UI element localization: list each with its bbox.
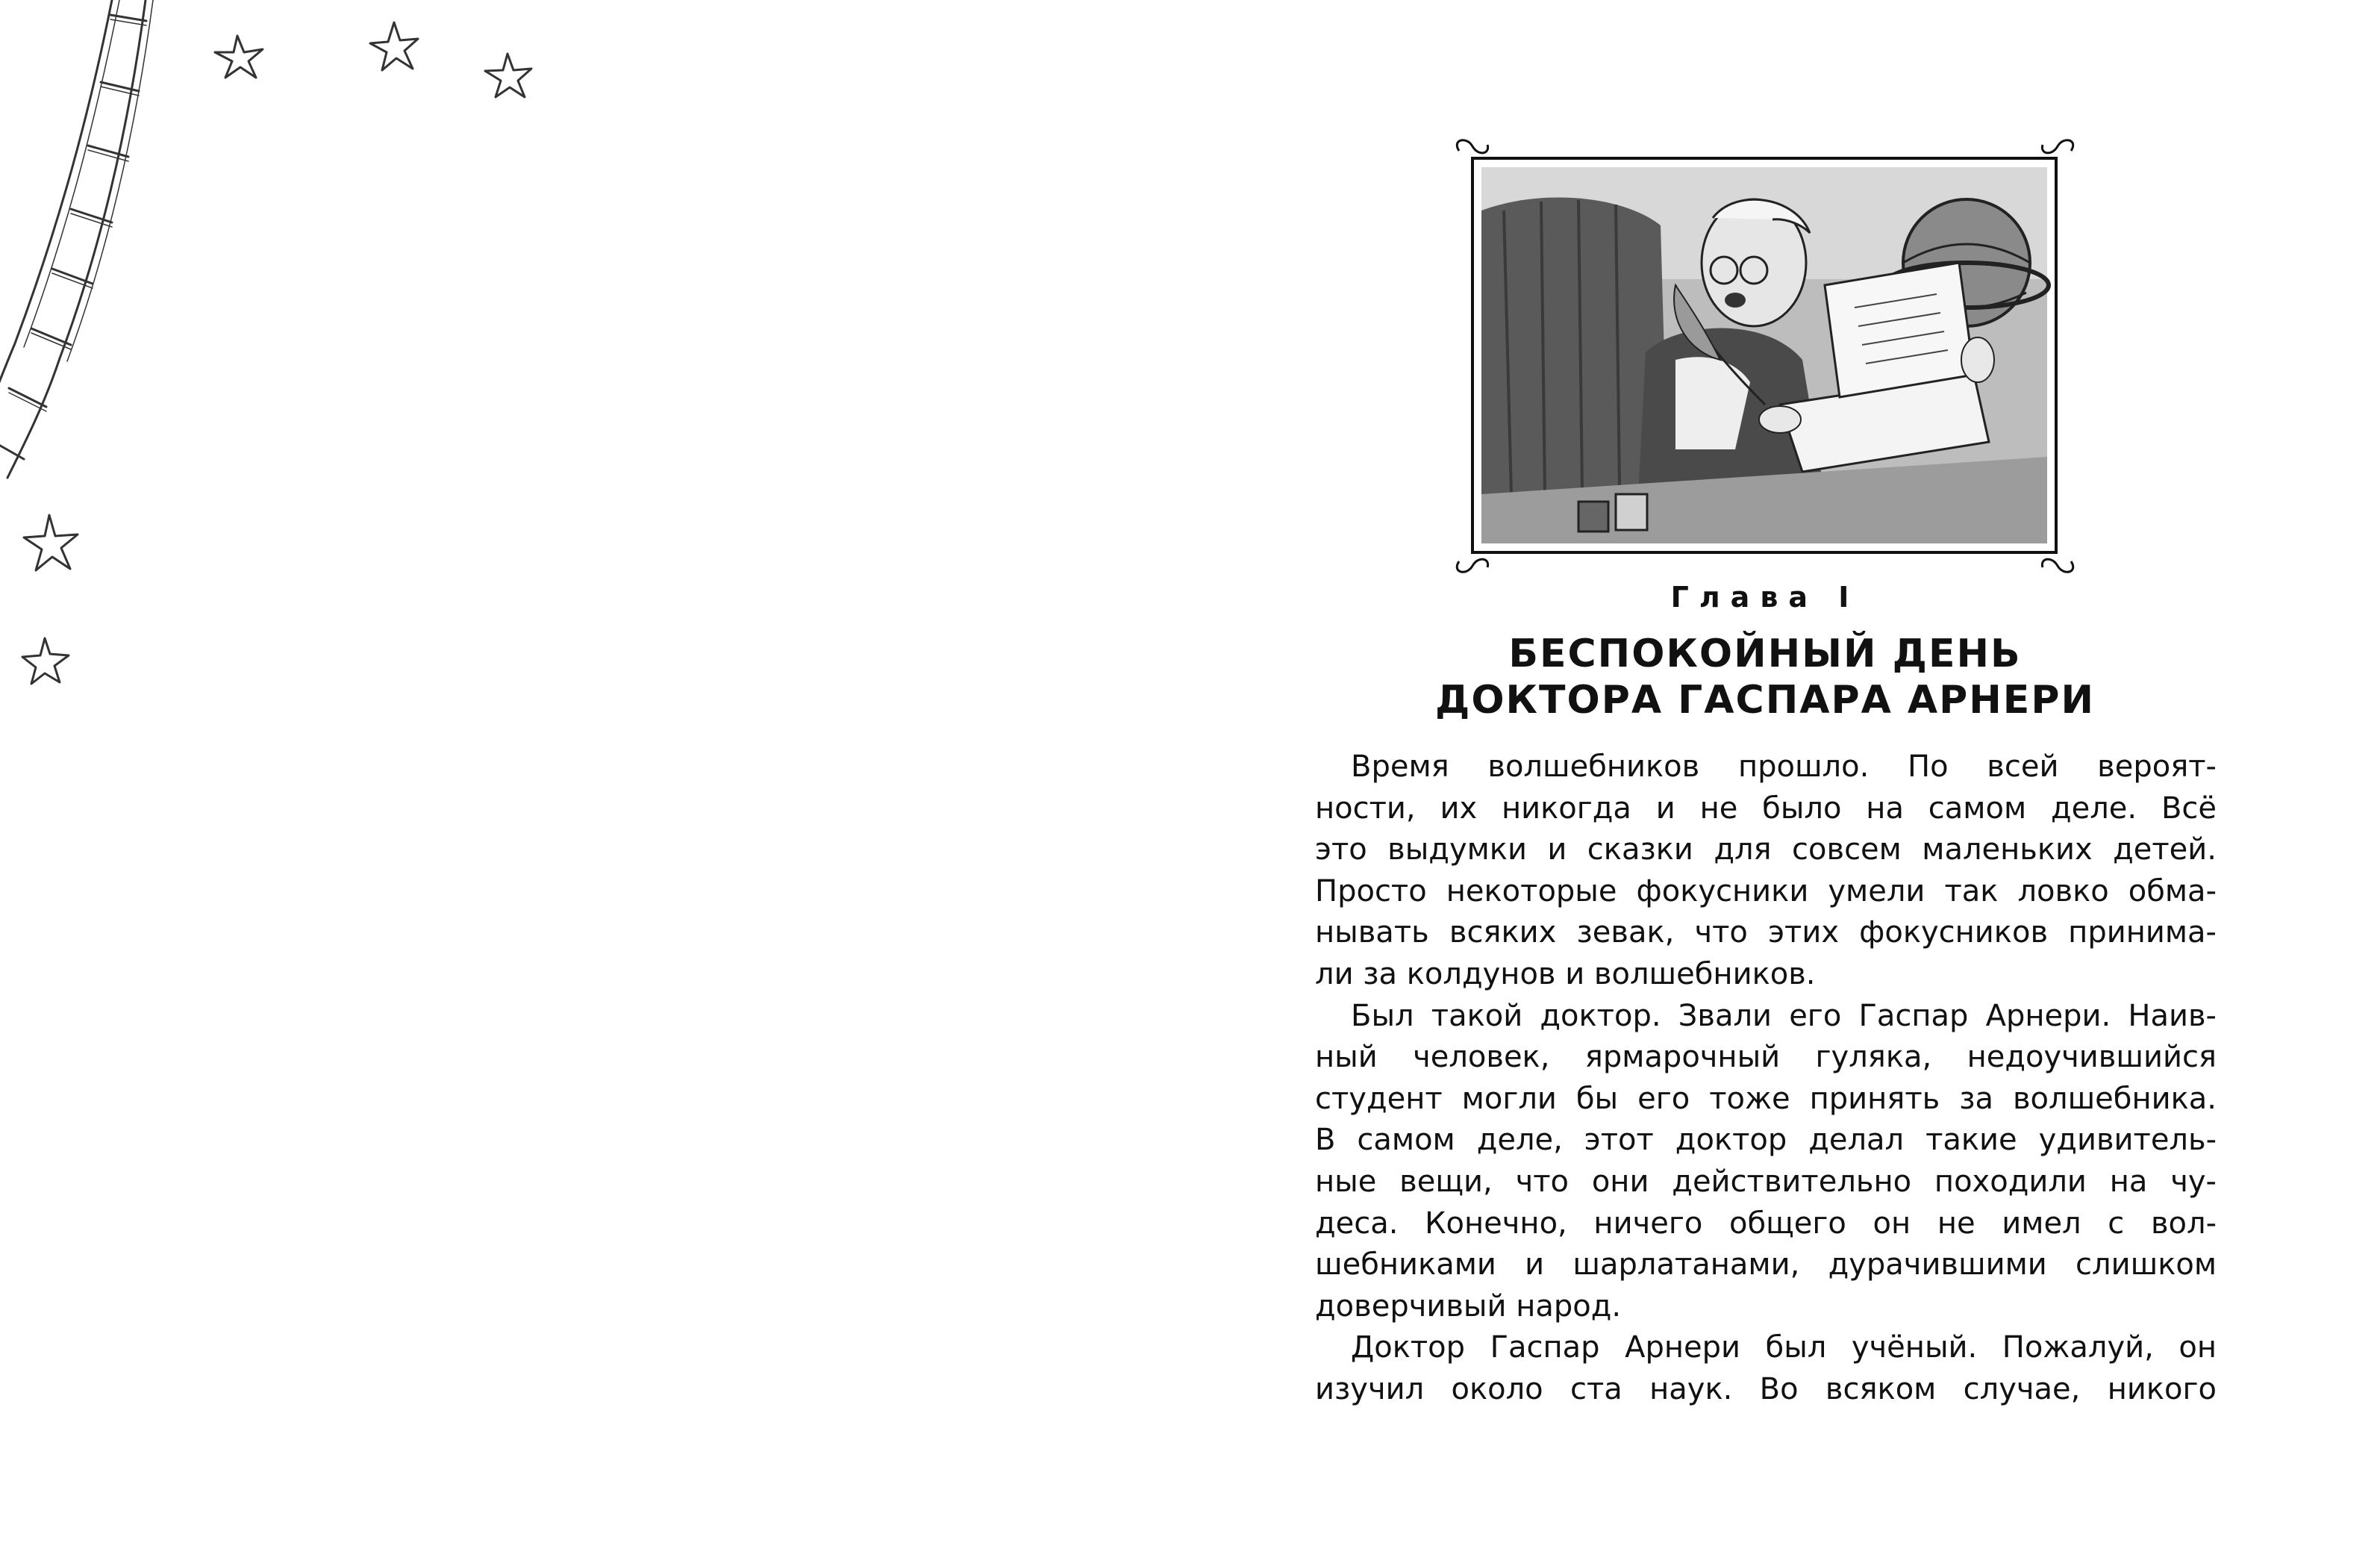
text-line: изучил около ста наук. Во всяком случае, никого xyxy=(1315,1371,2217,1406)
body-text xyxy=(1315,746,2217,1411)
text-line: В самом деле, этот доктор делал такие удивитель- xyxy=(1315,1123,2217,1158)
chapter-label: Глава I xyxy=(1670,581,1860,614)
chapter-title xyxy=(1314,631,2217,723)
text-line: Доктор Гаспар Арнери был учёный. Пожалуй, он xyxy=(1351,1330,2217,1365)
chapter-title-line: ДОКТОРА ГАСПАРА АРНЕРИ xyxy=(1435,678,2095,723)
text-line: ные вещи, что они действительно походили на чу- xyxy=(1315,1164,2217,1199)
text-line: нывать всяких зевак, что этих фокусников принима- xyxy=(1315,915,2217,950)
text-line: Время волшебников прошло. По всей вероят- xyxy=(1351,749,2217,784)
text-line: шебниками и шарлатанами, дурачившими слишком xyxy=(1315,1247,2217,1282)
doctor-writing-illustration xyxy=(1452,136,2078,576)
text-line: Просто некоторые фокусники умели так ловко обма- xyxy=(1315,873,2217,908)
text-line: деса. Конечно, ничего общего он не имел с вол- xyxy=(1315,1206,2217,1241)
rope-ladder-stars-decoration xyxy=(0,0,597,717)
chapter-title-line: БЕСПОКОЙНЫЙ ДЕНЬ xyxy=(1508,632,2022,676)
text-line: ный человек, ярмарочный гуляка, недоучившийся xyxy=(1315,1040,2217,1075)
text-line: ли за колдунов и волшебников. xyxy=(1315,956,1816,991)
text-line: Был такой доктор. Звали его Гаспар Арнери. Наив- xyxy=(1351,998,2217,1033)
text-line: доверчивый народ. xyxy=(1315,1288,1622,1324)
text-line: студент могли бы его тоже принять за волшебника. xyxy=(1315,1081,2217,1116)
text-line: ности, их никогда и не было на самом деле. Всё xyxy=(1315,791,2217,826)
text-line: это выдумки и сказки для совсем маленьких детей. xyxy=(1315,832,2217,867)
